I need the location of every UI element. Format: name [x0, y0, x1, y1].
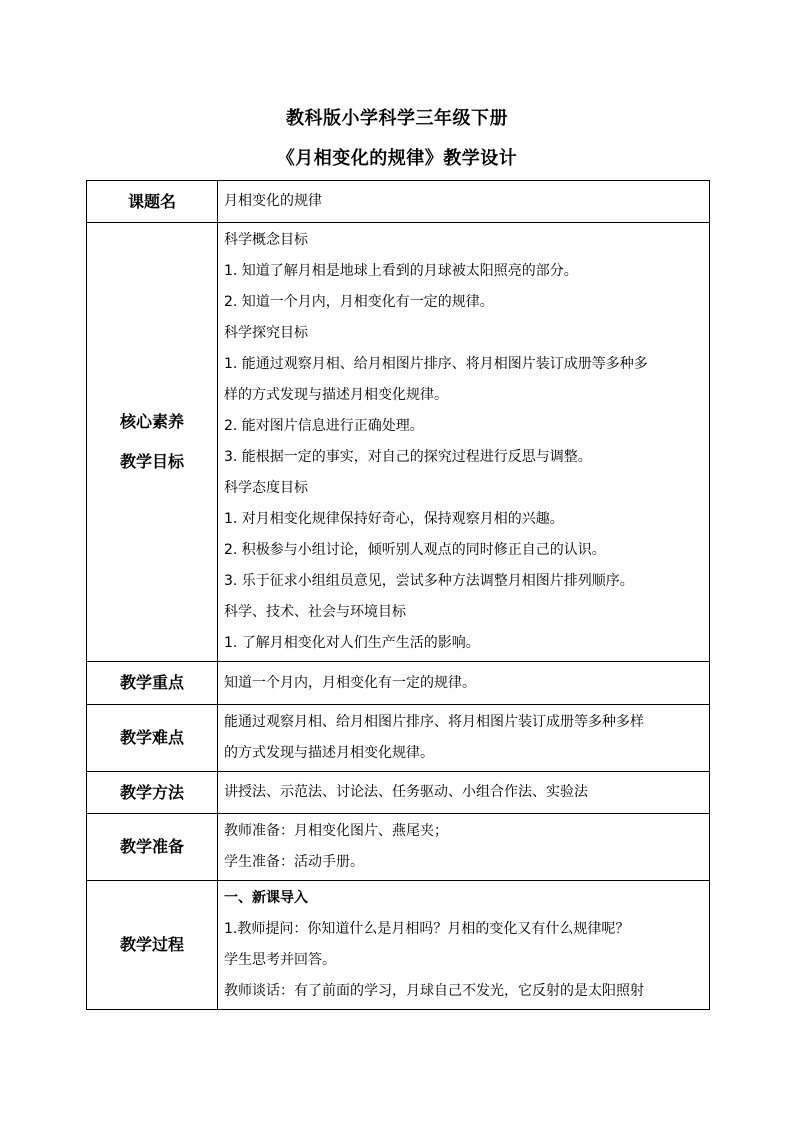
methods-row — [87, 772, 710, 814]
goal-line: 3. 能根据一定的事实，对自己的探究过程进行反思与调整。 — [224, 449, 592, 465]
key-point-text: 知道一个月内，月相变化有一定的规律。 — [224, 674, 476, 691]
difficulty-row — [87, 705, 710, 772]
goal-line: 科学态度目标 — [224, 480, 308, 496]
key-point-row — [87, 662, 710, 705]
preparation-value — [218, 814, 710, 881]
methods-value — [218, 772, 710, 814]
process-heading: 一、新课导入 — [224, 890, 308, 906]
topic-row — [87, 181, 710, 223]
methods-text: 讲授法、示范法、讨论法、任务驱动、小组合作法、实验法 — [224, 784, 588, 800]
process-line: 教师谈话：有了前面的学习，月球自己不发光，它反射的是太阳照射 — [224, 983, 644, 999]
process-value — [218, 881, 710, 1010]
lesson-plan-table — [86, 180, 710, 1010]
methods-label: 教学方法 — [87, 772, 218, 814]
goal-line: 科学概念目标 — [224, 232, 308, 248]
difficulty-label: 教学难点 — [87, 705, 218, 772]
difficulty-line: 的方式发现与描述月相变化规律。 — [224, 745, 434, 761]
goal-line: 2. 积极参与小组讨论，倾听别人观点的同时修正自己的认识。 — [224, 542, 606, 558]
difficulty-line: 能通过观察月相、给月相图片排序、将月相图片装订成册等多种多样 — [224, 714, 644, 730]
goals-row — [87, 223, 710, 662]
goal-line: 2. 能对图片信息进行正确处理。 — [224, 418, 424, 434]
topic-text: 月相变化的规律 — [224, 193, 322, 209]
goals-label — [87, 223, 218, 662]
goal-line: 样的方式发现与描述月相变化规律。 — [224, 387, 448, 403]
process-row — [87, 881, 710, 1010]
goal-line: 1. 知道了解月相是地球上看到的月球被太阳照亮的部分。 — [224, 263, 578, 279]
document-title: 教科版小学科学三年级下册 — [286, 108, 508, 129]
preparation-line: 教师准备：月相变化图片、燕尾夹； — [224, 823, 448, 839]
goal-line: 1. 能通过观察月相、给月相图片排序、将月相图片装订成册等多种多 — [224, 356, 648, 372]
process-label: 教学过程 — [87, 881, 218, 1010]
goal-line: 科学探究目标 — [224, 325, 308, 341]
goals-label-line: 核心素养 — [119, 412, 184, 431]
goal-line: 2. 知道一个月内，月相变化有一定的规律。 — [224, 294, 494, 310]
preparation-line: 学生准备：活动手册。 — [224, 854, 364, 870]
process-line: 学生思考并回答。 — [224, 952, 336, 968]
goal-line: 3. 乐于征求小组组员意见，尝试多种方法调整月相图片排列顺序。 — [224, 573, 634, 589]
process-line: 1.教师提问：你知道什么是月相吗？月相的变化又有什么规律呢？ — [224, 921, 630, 937]
goal-line: 科学、技术、社会与环境目标 — [224, 604, 406, 620]
goals-content — [218, 223, 710, 662]
topic-value — [218, 181, 710, 223]
goals-label-line: 教学目标 — [119, 452, 184, 471]
preparation-label: 教学准备 — [87, 814, 218, 881]
topic-label: 课题名 — [87, 181, 218, 223]
goal-line: 1. 对月相变化规律保持好奇心，保持观察月相的兴趣。 — [224, 511, 564, 527]
difficulty-value — [218, 705, 710, 772]
document-subtitle: 《月相变化的规律》教学设计 — [276, 148, 518, 169]
goal-line: 1. 了解月相变化对人们生产生活的影响。 — [224, 635, 480, 651]
key-point-value — [218, 662, 710, 705]
key-point-label: 教学重点 — [87, 662, 218, 705]
preparation-row — [87, 814, 710, 881]
